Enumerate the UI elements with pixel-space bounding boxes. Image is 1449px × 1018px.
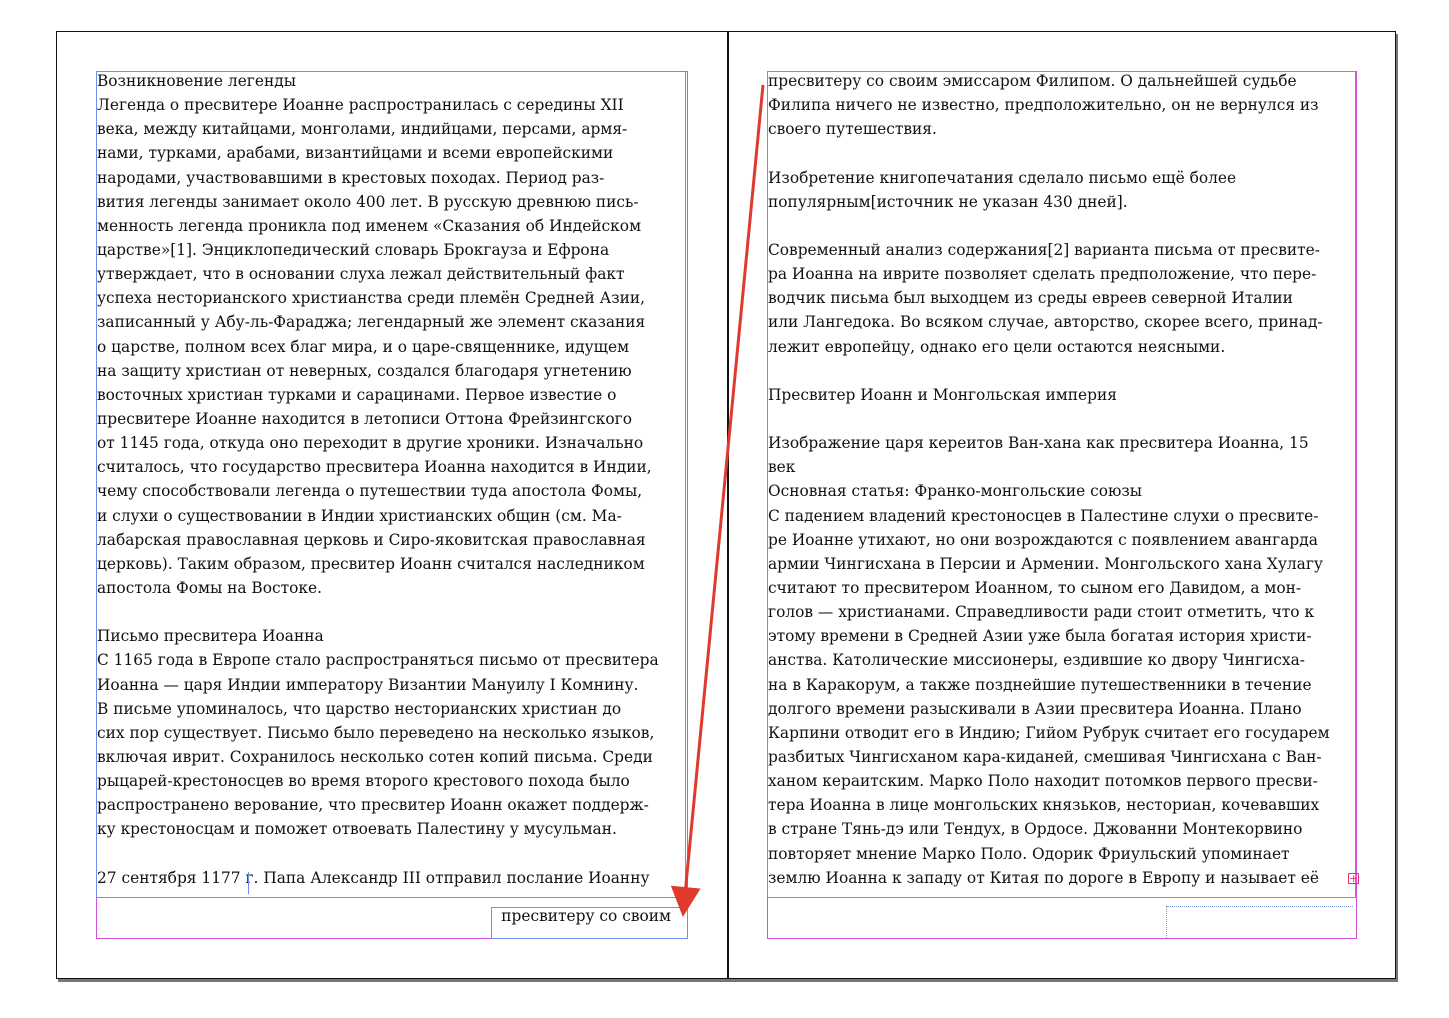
- left-line: царстве»[1]. Энциклопедический словарь Брокгауза и Ефрона: [97, 240, 610, 259]
- left-line: вития легенды занимает около 400 лет. В русскую древнюю пись-: [97, 192, 639, 211]
- right-line: Современный анализ содержания[2] варианта письма от пресвите-: [768, 240, 1320, 259]
- right-line: Изображение царя кереитов Ван-хана как пресвитера Иоанна, 15: [768, 434, 1309, 453]
- left-line: записанный у Абу-ль-Фараджа; легендарный же элемент сказания: [97, 313, 646, 332]
- right-line: Основная статья: Франко-монгольские союзы: [768, 482, 1143, 501]
- right-line: С падением владений крестоносцев в Палестине слухи о пресвите-: [768, 506, 1319, 525]
- right-line: ре Иоанне утихают, но они возрождаются с появлением авангарда: [768, 530, 1318, 549]
- right-line: считают то пресвитером Иоанном, то сыном его Давидом, а мон-: [768, 578, 1302, 597]
- right-line: анства. Католические миссионеры, ездившие ко двору Чингисха-: [768, 651, 1305, 670]
- left-line: пресвитере Иоанне находится в летописи Оттона Фрейзингского: [97, 409, 633, 428]
- left-line: народами, участвовавшими в крестовых походах. Период раз-: [97, 168, 605, 187]
- left-line: Иоанна — царя Индии императору Византии Мануилу I Комнину.: [97, 675, 639, 694]
- left-line: Легенда о пресвитере Иоанне распространилась с середины XII: [97, 96, 624, 115]
- right-line: лежит европейцу, однако его цели остаются неясными.: [768, 337, 1226, 356]
- left-line: Письмо пресвитера Иоанна: [97, 627, 324, 646]
- right-line: популярным[источник не указан 430 дней].: [768, 192, 1128, 211]
- right-line: Пресвитер Иоанн и Монгольская империя: [768, 385, 1117, 404]
- left-line: нами, турками, арабами, византийцами и всеми европейскими: [97, 144, 614, 163]
- left-line: восточных христиан турками и сарацинами. Первое известие о: [97, 385, 617, 404]
- left-line: В письме упоминалось, что царство несторианских христиан до: [97, 699, 622, 718]
- right-line: век: [768, 458, 796, 477]
- left-line: С 1165 года в Европе стало распространяться письмо от пресвитера: [97, 651, 659, 670]
- left-line: церковь). Таким образом, пресвитер Иоанн считался наследником: [97, 554, 645, 573]
- left-line: сих пор существует. Письмо было переведено на несколько языков,: [97, 723, 655, 742]
- right-line: в стране Тянь-дэ или Тендух, в Ордосе. Джованни Монтекорвино: [768, 820, 1303, 839]
- left-line: и слухи о существовании в Индии христианских общин (см. Ма-: [97, 506, 622, 525]
- left-line: лабарская православная церковь и Сиро-яковитская православная: [97, 530, 646, 549]
- left-line: менность легенда проникла под именем «Сказания об Индейском: [97, 216, 642, 235]
- left-line: Возникновение легенды: [97, 72, 296, 90]
- right-line: разбитых Чингисханом кара-киданей, смешивая Чингисхана с Ван-: [768, 747, 1322, 766]
- left-line: ку крестоносцам и поможет отвоевать Палестину у мусульман.: [97, 820, 617, 839]
- left-line: распространено верование, что пресвитер Иоанн окажет поддерж-: [97, 796, 649, 815]
- left-line: века, между китайцами, монголами, индийцами, персами, армя-: [97, 120, 628, 139]
- right-line: долгого времени разыскивали в Азии пресвитера Иоанна. Плано: [768, 699, 1302, 718]
- right-line: своего путешествия.: [768, 120, 937, 139]
- continuation-text: пресвитеру со своим: [501, 907, 671, 925]
- overset-text-icon[interactable]: +: [1349, 872, 1359, 885]
- right-line: Изобретение книгопечатания сделало письмо ещё более: [768, 168, 1237, 187]
- right-line: этому времени в Средней Азии уже была богатая история христи-: [768, 627, 1312, 646]
- thread-arrow-line: [684, 85, 763, 905]
- left-line: рыцарей-крестоносцев во время второго крестового похода было: [97, 772, 630, 791]
- right-line: Филипа ничего не известно, предположительно, он не вернулся из: [768, 96, 1319, 115]
- right-line: Карпини отводит его в Индию; Гийом Рубрук считает его государем: [768, 723, 1330, 742]
- right-line: армии Чингисхана в Персии и Армении. Монгольского хана Хулагу: [768, 554, 1323, 573]
- left-line: 27 сентября 1177 г. Папа Александр III отправил послание Иоанну: [97, 868, 650, 887]
- left-line: включая иврит. Сохранилось несколько сотен копий письма. Среди: [97, 747, 653, 766]
- right-line: ра Иоанна на иврите позволяет сделать предположение, что пере-: [768, 265, 1317, 284]
- right-line: ханом кераитским. Марко Поло находит потомков первого пресви-: [768, 772, 1318, 791]
- right-line: пресвитеру со своим эмиссаром Филипом. О дальнейшей судьбе: [768, 72, 1297, 90]
- left-line: чему способствовали легенда о путешествии туда апостола Фомы,: [97, 482, 643, 501]
- right-line: землю Иоанна к западу от Китая по дороге в Европу и называет её: [768, 868, 1319, 887]
- left-line: на защиту христиан от неверных, создался благодаря угнетению: [97, 361, 632, 380]
- right-line: или Лангедока. Во всяком случае, авторство, скорее всего, принад-: [768, 313, 1323, 332]
- left-line: апостола Фомы на Востоке.: [97, 578, 323, 597]
- right-line: повторяет мнение Марко Поло. Одорик Фриульский упоминает: [768, 844, 1290, 863]
- left-line: утверждает, что в основании слуха лежал действительный факт: [97, 265, 625, 284]
- left-line: успеха несторианского христианства среди племён Средней Азии,: [97, 289, 646, 308]
- right-line: голов — христианами. Справедливости ради стоит отметить, что к: [768, 603, 1315, 622]
- left-line: о царстве, полном всех благ мира, и о царе-священнике, идущем: [97, 337, 630, 356]
- right-line: тера Иоанна в лице монгольских князьков, несториан, кочевавших: [768, 796, 1320, 815]
- left-line: от 1145 года, откуда оно переходит в другие хроники. Изначально: [97, 434, 644, 453]
- left-line: считалось, что государство пресвитера Иоанна находится в Индии,: [97, 458, 652, 477]
- right-line: на в Каракорум, а также позднейшие путешественники в течение: [768, 675, 1312, 694]
- right-line: водчик письма был выходцем из среды евреев северной Италии: [768, 289, 1293, 308]
